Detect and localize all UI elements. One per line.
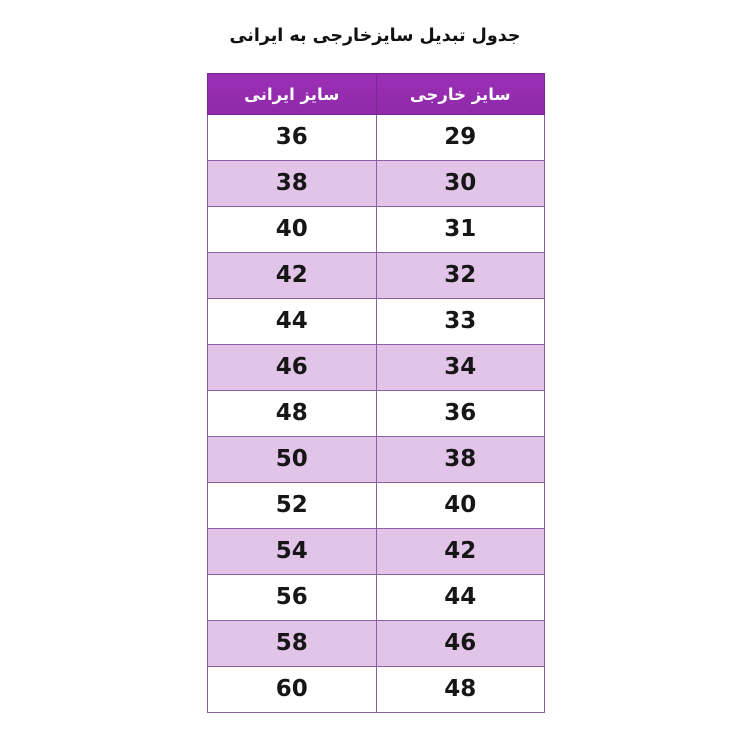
cell-iranian-size xyxy=(208,115,377,161)
cell-iranian-size xyxy=(208,437,377,483)
table-header xyxy=(208,74,545,115)
cell-iranian-size xyxy=(208,667,377,713)
cell-value: 46 xyxy=(444,630,477,656)
cell-foreign-size xyxy=(376,667,545,713)
cell-foreign-size xyxy=(376,207,545,253)
table-row xyxy=(208,437,545,483)
table-row xyxy=(208,391,545,437)
cell-foreign-size xyxy=(376,115,545,161)
table-header-row xyxy=(208,74,545,115)
cell-value: 50 xyxy=(275,446,308,472)
cell-foreign-size xyxy=(376,575,545,621)
table-row xyxy=(208,345,545,391)
cell-value: 46 xyxy=(275,354,308,380)
cell-value: 48 xyxy=(275,400,308,426)
cell-foreign-size xyxy=(376,345,545,391)
cell-value: 34 xyxy=(444,354,477,380)
cell-value: 52 xyxy=(275,492,308,518)
cell-iranian-size xyxy=(208,345,377,391)
cell-iranian-size xyxy=(208,299,377,345)
cell-value: 31 xyxy=(444,216,477,242)
table-row xyxy=(208,115,545,161)
cell-iranian-size xyxy=(208,161,377,207)
cell-iranian-size xyxy=(208,529,377,575)
cell-foreign-size xyxy=(376,529,545,575)
size-conversion-table xyxy=(207,73,545,713)
cell-iranian-size xyxy=(208,391,377,437)
cell-foreign-size xyxy=(376,483,545,529)
cell-value: 58 xyxy=(275,630,308,656)
table-row xyxy=(208,667,545,713)
cell-value: 54 xyxy=(275,538,308,564)
cell-value: 44 xyxy=(275,308,308,334)
cell-foreign-size xyxy=(376,161,545,207)
cell-iranian-size xyxy=(208,483,377,529)
table-row xyxy=(208,161,545,207)
table-row xyxy=(208,207,545,253)
cell-value: 30 xyxy=(444,170,477,196)
table-row xyxy=(208,529,545,575)
cell-value: 44 xyxy=(444,584,477,610)
cell-iranian-size xyxy=(208,207,377,253)
cell-foreign-size xyxy=(376,437,545,483)
column-header-iranian-size: سایز ایرانی xyxy=(208,74,377,115)
cell-value: 56 xyxy=(275,584,308,610)
page-title: جدول تبدیل سایزخارجی به ایرانی xyxy=(229,26,521,46)
table-row xyxy=(208,299,545,345)
cell-value: 33 xyxy=(444,308,477,334)
cell-iranian-size xyxy=(208,575,377,621)
table-row xyxy=(208,575,545,621)
cell-value: 40 xyxy=(444,492,477,518)
cell-value: 48 xyxy=(444,676,477,702)
cell-foreign-size xyxy=(376,621,545,667)
column-header-foreign-size: سایز خارجی xyxy=(376,74,545,115)
cell-value: 29 xyxy=(444,124,477,150)
table-row xyxy=(208,621,545,667)
cell-value: 42 xyxy=(275,262,308,288)
cell-value: 40 xyxy=(275,216,308,242)
table-body xyxy=(208,115,545,713)
cell-foreign-size xyxy=(376,299,545,345)
cell-value: 36 xyxy=(444,400,477,426)
cell-iranian-size xyxy=(208,621,377,667)
cell-value: 36 xyxy=(275,124,308,150)
cell-value: 42 xyxy=(444,538,477,564)
table-row xyxy=(208,253,545,299)
cell-foreign-size xyxy=(376,391,545,437)
table-row xyxy=(208,483,545,529)
cell-foreign-size xyxy=(376,253,545,299)
cell-value: 60 xyxy=(275,676,308,702)
size-conversion-table-container xyxy=(207,73,545,713)
cell-value: 38 xyxy=(275,170,308,196)
cell-iranian-size xyxy=(208,253,377,299)
cell-value: 38 xyxy=(444,446,477,472)
cell-value: 32 xyxy=(444,262,477,288)
